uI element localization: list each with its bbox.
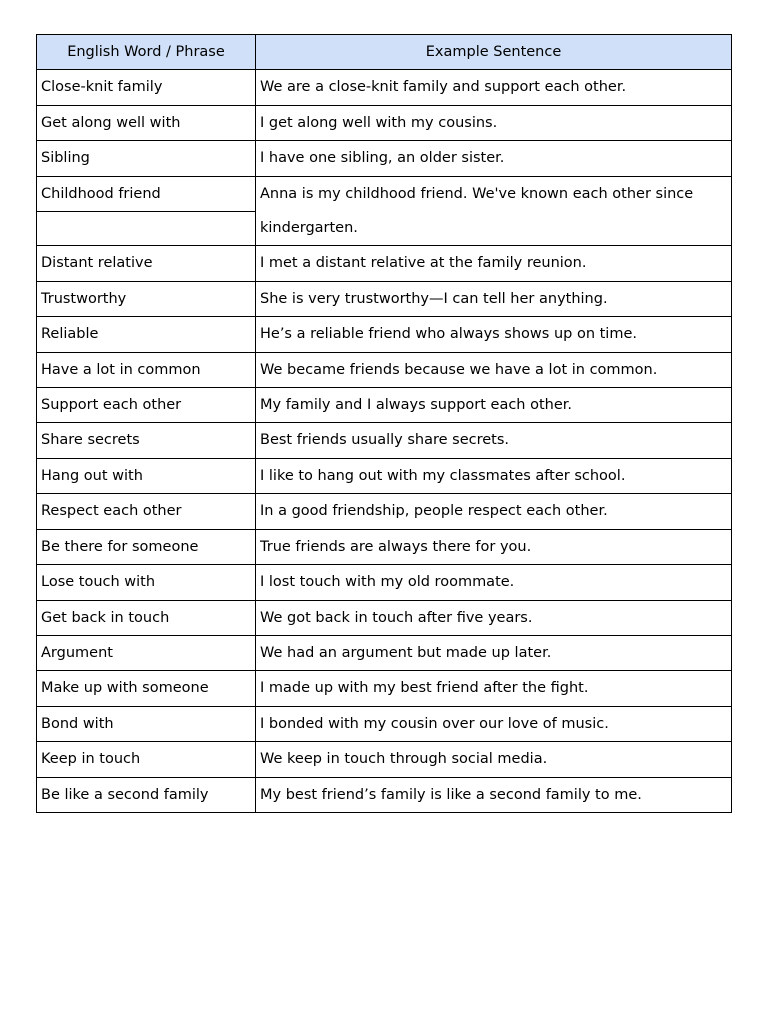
sentence-cell: We became friends because we have a lot in common. (256, 352, 732, 387)
word-cell: Get along well with (37, 105, 256, 140)
word-cell: Sibling (37, 141, 256, 176)
sentence-cell: Anna is my childhood friend. We've known each other since kindergarten. (256, 176, 732, 246)
table-row (37, 281, 732, 316)
table-row (37, 529, 732, 564)
word-cell: Distant relative (37, 246, 256, 281)
word-cell: Make up with someone (37, 671, 256, 706)
word-cell: Keep in touch (37, 742, 256, 777)
table-row (37, 494, 732, 529)
table-row (37, 565, 732, 600)
sentence-cell: He’s a reliable friend who always shows up on time. (256, 317, 732, 352)
blank-cell (37, 212, 256, 246)
sentence-cell: We keep in touch through social media. (256, 742, 732, 777)
table-row (37, 105, 732, 140)
table-header (37, 35, 732, 70)
sentence-cell: We had an argument but made up later. (256, 635, 732, 670)
sentence-cell: My best friend’s family is like a second family to me. (256, 777, 732, 812)
word-cell: Bond with (37, 706, 256, 741)
word-cell: Share secrets (37, 423, 256, 458)
sentence-cell: I met a distant relative at the family reunion. (256, 246, 732, 281)
sentence-cell: She is very trustworthy—I can tell her anything. (256, 281, 732, 316)
word-cell: Close-knit family (37, 70, 256, 105)
table-row (37, 635, 732, 670)
sentence-cell: True friends are always there for you. (256, 529, 732, 564)
header-example-sentence: Example Sentence (256, 35, 732, 70)
sentence-cell: In a good friendship, people respect each other. (256, 494, 732, 529)
header-word-phrase: English Word / Phrase (37, 35, 256, 70)
table-row (37, 423, 732, 458)
table-row (37, 742, 732, 777)
table-row (37, 352, 732, 387)
table-row (37, 176, 732, 211)
sentence-cell: I get along well with my cousins. (256, 105, 732, 140)
word-cell: Get back in touch (37, 600, 256, 635)
word-cell: Be like a second family (37, 777, 256, 812)
word-cell: Respect each other (37, 494, 256, 529)
header-row (37, 35, 732, 70)
sentence-cell: Best friends usually share secrets. (256, 423, 732, 458)
sentence-cell: I like to hang out with my classmates after school. (256, 458, 732, 493)
sentence-cell: I bonded with my cousin over our love of music. (256, 706, 732, 741)
sentence-cell: I lost touch with my old roommate. (256, 565, 732, 600)
table-row (37, 246, 732, 281)
sentence-cell: I have one sibling, an older sister. (256, 141, 732, 176)
vocabulary-table (36, 34, 732, 813)
sentence-cell: My family and I always support each other. (256, 388, 732, 423)
word-cell: Reliable (37, 317, 256, 352)
table-row (37, 777, 732, 812)
word-cell: Be there for someone (37, 529, 256, 564)
word-cell: Support each other (37, 388, 256, 423)
table-row (37, 600, 732, 635)
table-body (37, 70, 732, 813)
word-cell: Childhood friend (37, 176, 256, 211)
table-row (37, 70, 732, 105)
sentence-cell: We are a close-knit family and support each other. (256, 70, 732, 105)
table-row (37, 317, 732, 352)
table-row (37, 141, 732, 176)
table-row (37, 388, 732, 423)
table-row (37, 706, 732, 741)
sentence-cell: We got back in touch after five years. (256, 600, 732, 635)
word-cell: Hang out with (37, 458, 256, 493)
word-cell: Trustworthy (37, 281, 256, 316)
table-row (37, 671, 732, 706)
word-cell: Lose touch with (37, 565, 256, 600)
sentence-cell: I made up with my best friend after the fight. (256, 671, 732, 706)
table-row (37, 458, 732, 493)
word-cell: Have a lot in common (37, 352, 256, 387)
word-cell: Argument (37, 635, 256, 670)
